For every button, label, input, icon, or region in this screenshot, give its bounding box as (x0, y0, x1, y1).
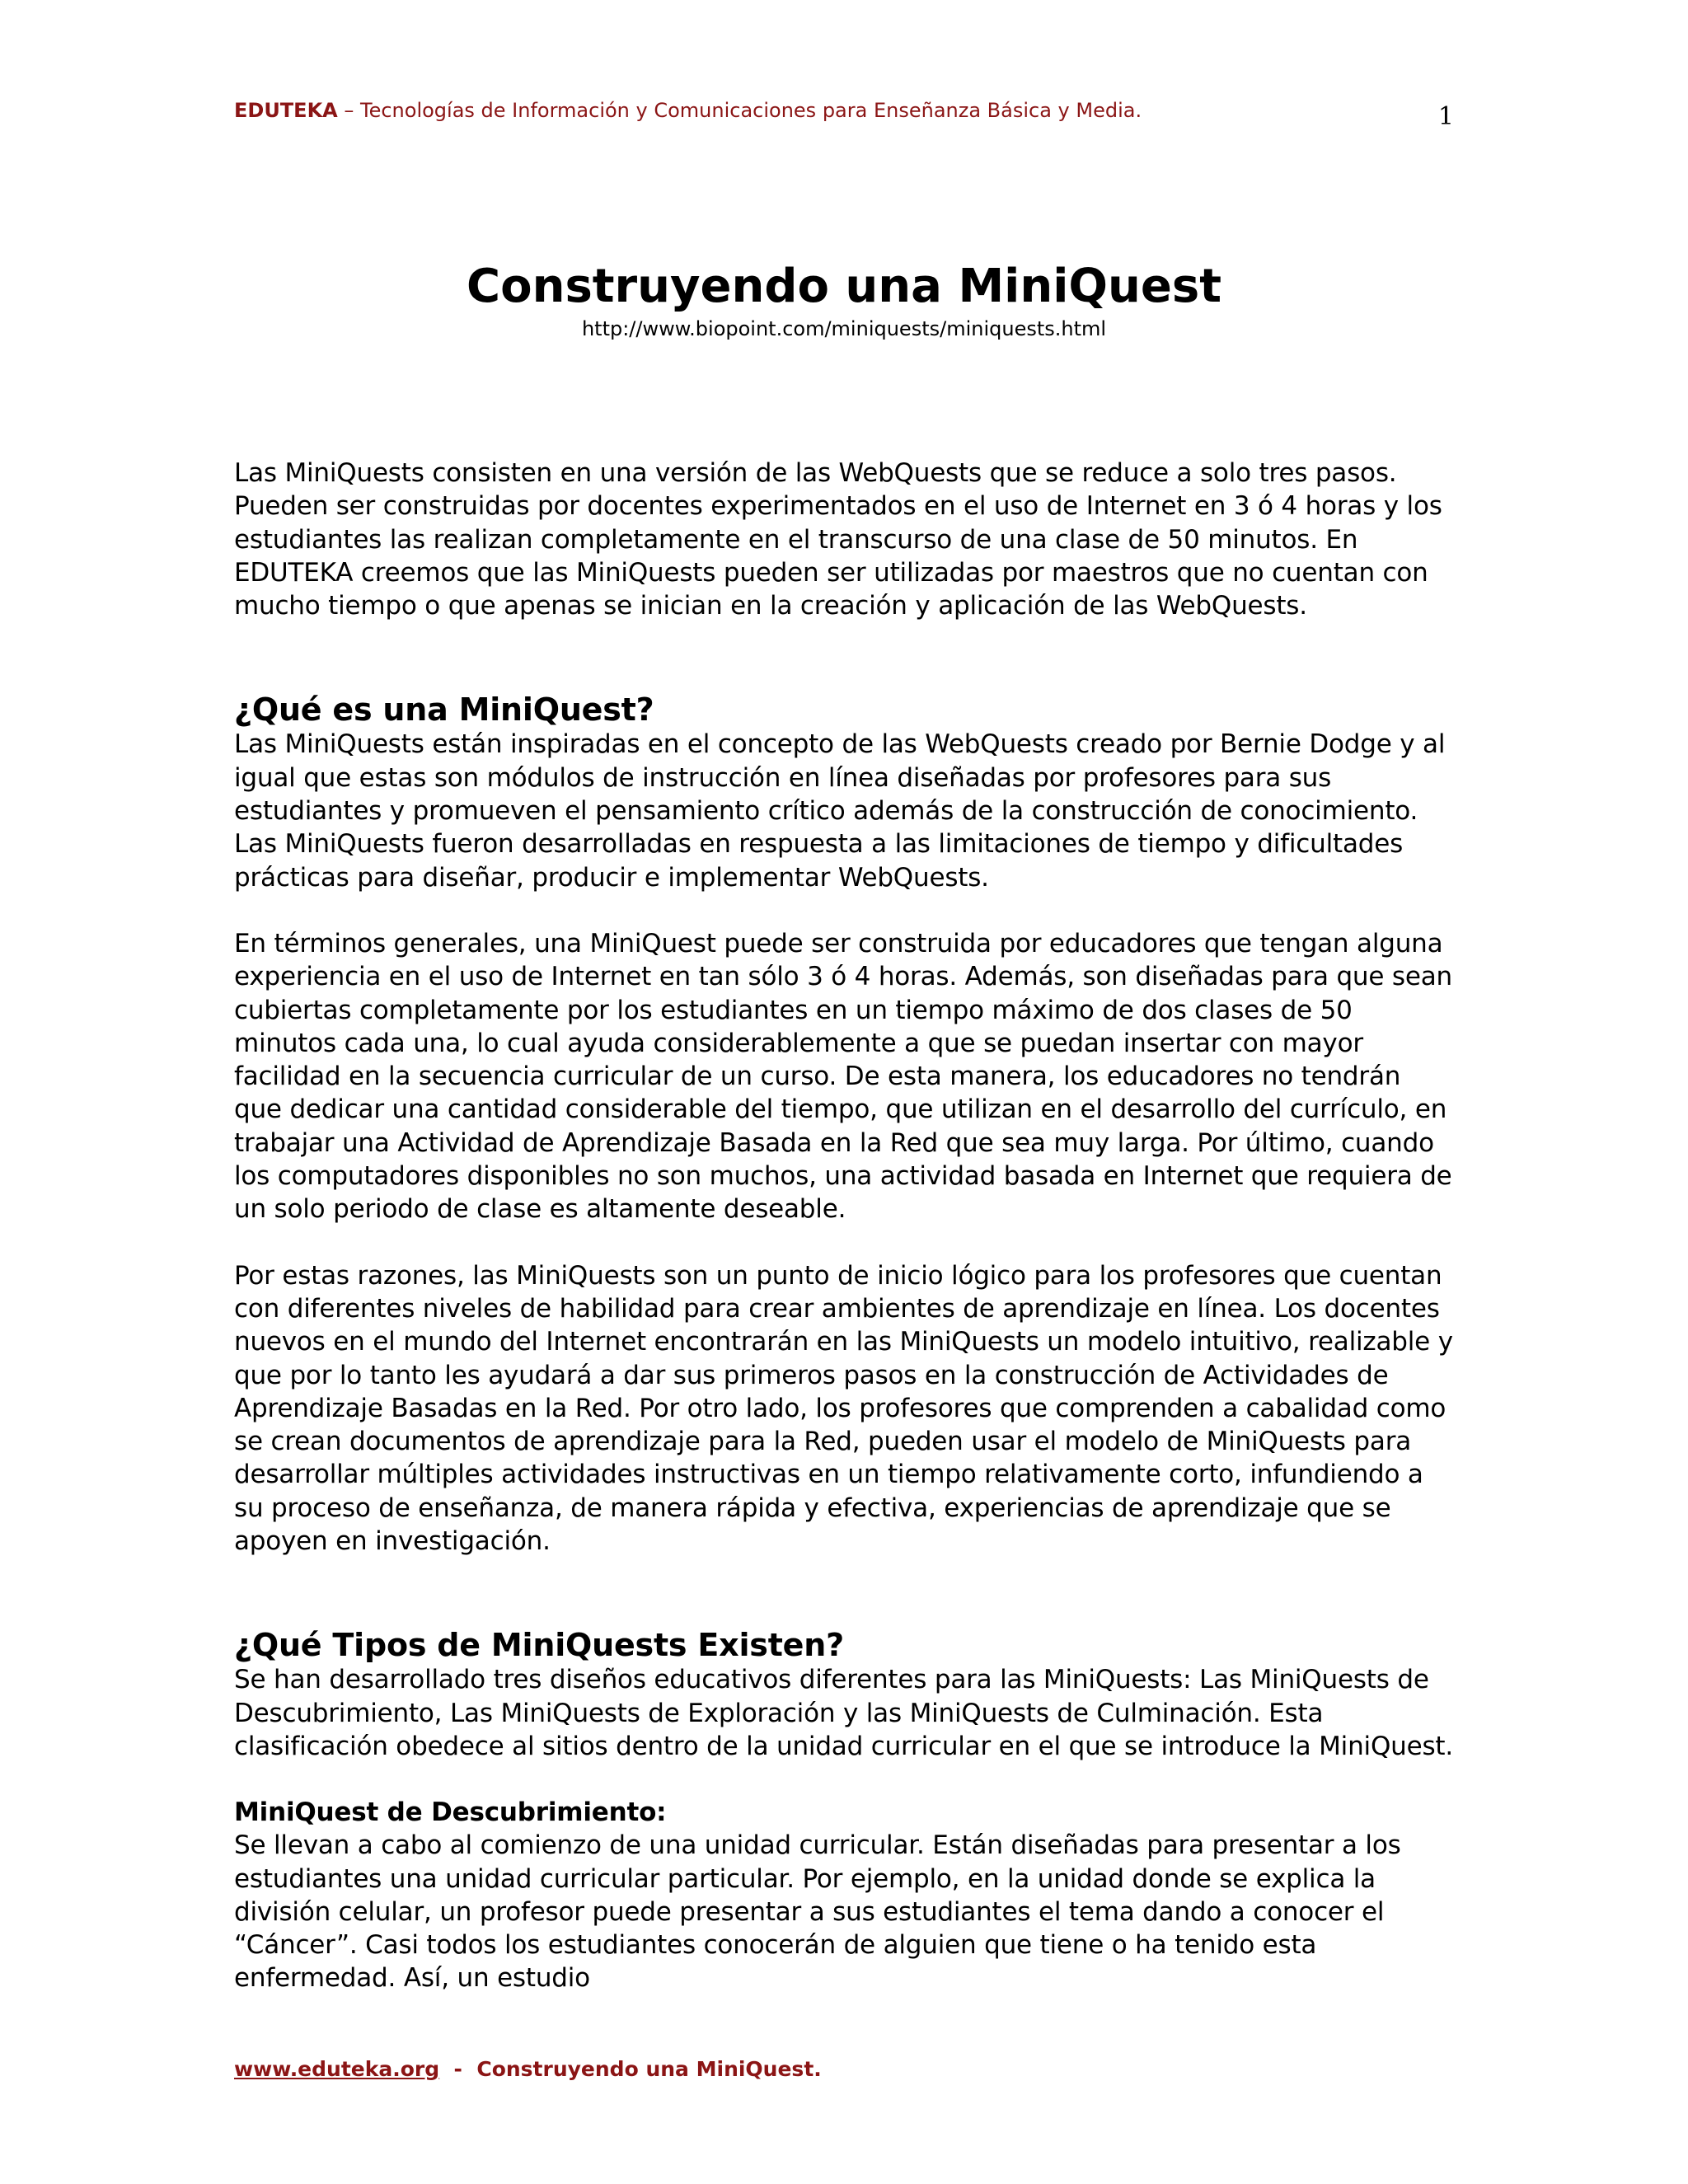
paragraph: Se han desarrollado tres diseños educativos diferentes para las MiniQuests: Las MiniQuests de Descubrimiento, Las MiniQuests de Exploración y las MiniQuests de Culminación. Esta clasificación obedece al sitios dentro de la unidad curricular en el que se introduce la MiniQuest. (234, 1665, 1454, 1761)
spacer (234, 622, 1454, 691)
title-block (234, 257, 1454, 341)
section-heading-what-is: ¿Qué es una MiniQuest? (234, 691, 654, 729)
header-separator: – (337, 99, 361, 122)
header-subtitle: Tecnologías de Información y Comunicaciones para Enseñanza Básica y Media. (360, 99, 1142, 122)
paragraph: Se llevan a cabo al comienzo de una unidad curricular. Están diseñadas para presentar a los estudiantes una unidad curricular particular. Por ejemplo, en la unidad donde se explica la división celular, un profesor puede presentar a sus estudiantes el tema dando a conocer el “Cáncer”. Casi todos los estudiantes conocerán de alguien que tiene o ha tenido esta enfermedad. Así, un estudio (234, 1830, 1401, 1994)
footer-link[interactable]: www.eduteka.org (234, 2057, 440, 2081)
intro-paragraph: Las MiniQuests consisten en una versión de las WebQuests que se reduce a solo tres pasos. Pueden ser construidas por docentes experimentados en el uso de Internet en 3 ó 4 horas y los estudiantes las realizan completamente en el transcurso de una clase de 50 minutos. En EDUTEKA creemos que las MiniQuests pueden ser utilizadas por maestros que no cuentan con mucho tiempo o que apenas se inician en la creación y aplicación de las WebQuests. (234, 458, 1442, 621)
spacer (234, 894, 1454, 927)
subheading-discovery: MiniQuest de Descubrimiento: (234, 1797, 667, 1828)
paragraph: En términos generales, una MiniQuest puede ser construida por educadores que tengan alguna experiencia en el uso de Internet en tan sólo 3 ó 4 horas. Además, son diseñadas para que sean cubiertas completamente por los estudiantes en un tiempo máximo de dos clases de 50 minutos cada una, lo cual ayuda considerablemente a que se puedan insertar con mayor facilidad en la secuencia curricular de un curso. De esta manera, los educadores no tendrán que dedicar una cantidad considerable del tiempo, que utilizan en el desarrollo del currículo, en trabajar una Actividad de Aprendizaje Basada en la Red que sea muy larga. Por último, cuando los computadores disponibles no son muchos, una actividad basada en Internet que requiera de un solo periodo de clase es altamente deseable. (234, 928, 1452, 1225)
spacer (234, 1226, 1454, 1259)
header-brand: EDUTEKA (234, 99, 338, 122)
page-number: 1 (1437, 102, 1454, 131)
paragraph: Las MiniQuests están inspiradas en el concepto de las WebQuests creado por Bernie Dodge y al igual que estas son módulos de instrucción en línea diseñadas por profesores para sus estudiantes y promueven el pensamiento crítico además de la construcción de conocimiento. Las MiniQuests fueron desarrolladas en respuesta a las limitaciones de tiempo y dificultades prácticas para diseñar, producir e implementar WebQuests. (234, 729, 1446, 893)
source-url: http://www.biopoint.com/miniquests/miniquests.html (581, 317, 1107, 340)
section-heading-types: ¿Qué Tipos de MiniQuests Existen? (234, 1627, 844, 1664)
footer-title: Construyendo una MiniQuest. (476, 2057, 822, 2081)
footer-separator: - (439, 2057, 477, 2081)
paragraph: Por estas razones, las MiniQuests son un punto de inicio lógico para los profesores que cuentan con diferentes niveles de habilidad para crear ambientes de aprendizaje en línea. Los docentes nuevos en el mundo del Internet encontrarán en las MiniQuests un modelo intuitivo, realizable y que por lo tanto les ayudará a dar sus primeros pasos en la construcción de Actividades de Aprendizaje Basadas en la Red. Por otro lado, los profesores que comprenden a cabalidad como se crean documentos de aprendizaje para la Red, pueden usar el modelo de MiniQuests para desarrollar múltiples actividades instructivas en un tiempo relativamente corto, infundiendo a su proceso de enseñanza, de manera rápida y efectiva, experiencias de aprendizaje que se apoyen en investigación. (234, 1260, 1453, 1557)
header-text (234, 99, 1142, 122)
page-footer (234, 2057, 822, 2081)
spacer (234, 1763, 1454, 1796)
spacer (234, 1558, 1454, 1627)
document-body (234, 457, 1454, 1995)
document-title: Construyendo una MiniQuest (467, 260, 1221, 313)
page-header (234, 99, 1454, 132)
